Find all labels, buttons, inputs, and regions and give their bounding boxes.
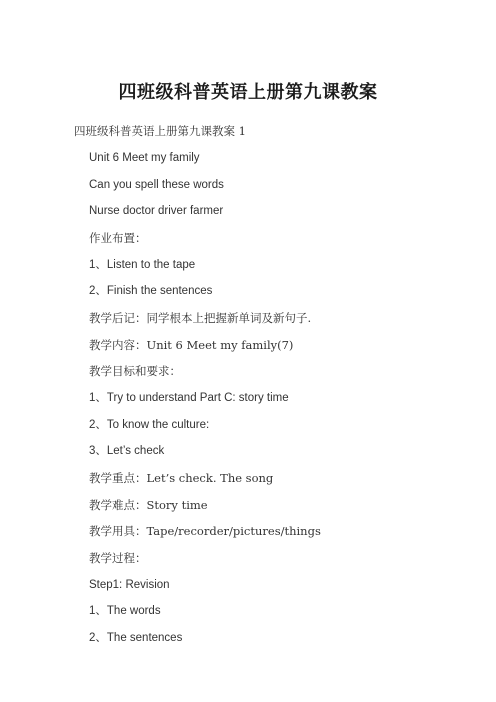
- subtitle-line: 四班级科普英语上册第九课教案 1: [74, 124, 246, 138]
- text-line: Unit 6 Meet my family: [89, 152, 200, 164]
- text-line: 教学内容：Unit 6 Meet my family(7): [89, 338, 294, 352]
- text-line: 教学目标和要求：: [89, 364, 181, 378]
- text-line: 2、Finish the sentences: [89, 285, 213, 297]
- text-line: 教学难点：Story time: [89, 498, 208, 512]
- text-line: 教学用具：Tape/recorder/pictures/things: [89, 524, 321, 538]
- text-line: 作业布置：: [89, 231, 147, 245]
- text-line: 1、Try to understand Part C: story time: [89, 392, 289, 404]
- text-line: Can you spell these words: [89, 179, 224, 191]
- text-line: 2、The sentences: [89, 632, 183, 644]
- text-line: 3、Let’s check: [89, 445, 165, 457]
- text-line: 1、The words: [89, 605, 161, 617]
- text-line: Nurse doctor driver farmer: [89, 205, 224, 217]
- text-line: 教学过程：: [89, 551, 147, 565]
- text-line: 教学重点：Let’s check. The song: [89, 471, 274, 485]
- document-title: 四班级科普英语上册第九课教案: [118, 82, 378, 103]
- text-line: 2、To know the culture:: [89, 419, 210, 431]
- text-line: 教学后记：同学根本上把握新单词及新句子.: [89, 311, 312, 325]
- text-line: Step1: Revision: [89, 579, 170, 591]
- text-line: 1、Listen to the tape: [89, 259, 196, 271]
